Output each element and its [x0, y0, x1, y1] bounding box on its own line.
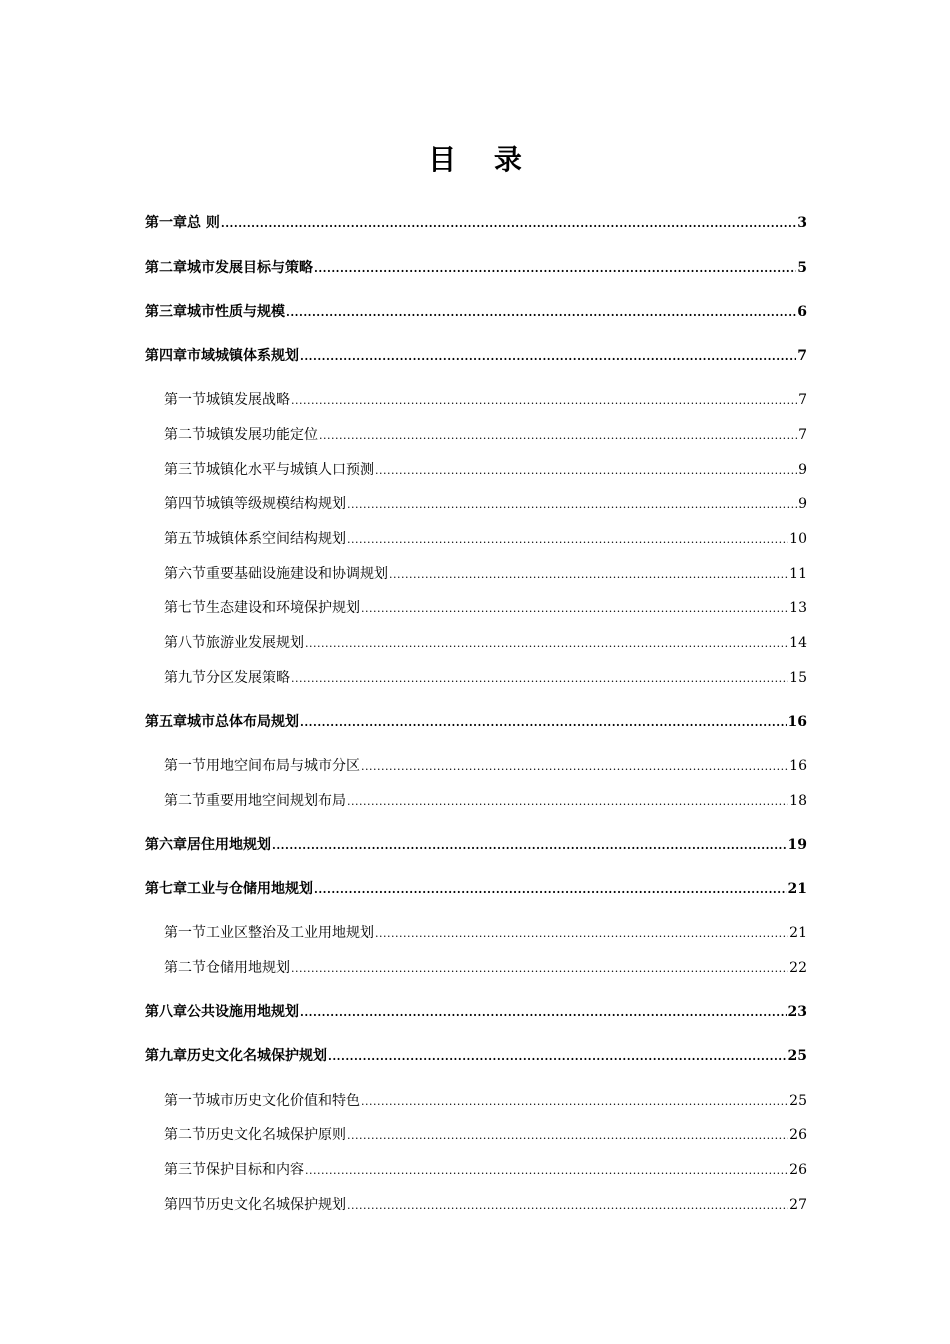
- toc-page-number: 16: [789, 758, 807, 774]
- toc-dot-leader: [347, 795, 788, 808]
- toc-entry-title: 分区发展策略: [206, 670, 290, 686]
- toc-page-number: 21: [789, 925, 807, 941]
- toc-page-number: 26: [789, 1162, 807, 1178]
- toc-section-entry[interactable]: [164, 1159, 807, 1181]
- toc-entry-title: 用地空间布局与城市分区: [206, 758, 360, 774]
- toc-entry-title: 城镇等级规模结构规划: [206, 496, 346, 512]
- toc-dot-leader: [291, 962, 788, 975]
- toc-section-entry[interactable]: [164, 790, 807, 812]
- toc-entry-title: 城镇体系空间结构规划: [206, 531, 346, 547]
- toc-dot-leader: [375, 464, 797, 477]
- toc-section-entry[interactable]: [164, 493, 807, 515]
- toc-entry-number: 第四节: [164, 1197, 206, 1213]
- toc-chapter-entry[interactable]: [145, 878, 807, 900]
- toc-page-number: 6: [797, 304, 807, 320]
- toc-dot-leader: [291, 394, 797, 407]
- toc-page-number: 7: [798, 427, 807, 443]
- toc-entry-title: 城镇发展战略: [206, 392, 290, 408]
- toc-page-number: 27: [789, 1197, 807, 1213]
- toc-dot-leader: [221, 217, 796, 230]
- toc-entry-title: 城镇化水平与城镇人口预测: [206, 462, 374, 478]
- toc-dot-leader: [314, 883, 787, 896]
- toc-entry-title: 重要用地空间规划布局: [206, 793, 346, 809]
- toc-entry-title: 历史文化名城保护规划: [206, 1197, 346, 1213]
- toc-dot-leader: [347, 533, 788, 546]
- toc-entry-number: 第六节: [164, 566, 206, 582]
- toc-chapter-entry[interactable]: [145, 212, 807, 234]
- toc-dot-leader: [347, 1129, 788, 1142]
- toc-page-number: 7: [797, 348, 807, 364]
- toc-entry-number: 第九章: [145, 1048, 187, 1064]
- toc-section-entry[interactable]: [164, 1124, 807, 1146]
- toc-section-entry[interactable]: [164, 1090, 807, 1112]
- toc-entry-number: 第一章: [145, 215, 187, 231]
- toc-entry-number: 第二节: [164, 960, 206, 976]
- toc-entry-title: 城市总体布局规划: [187, 714, 299, 730]
- toc-section-entry[interactable]: [164, 1194, 807, 1216]
- toc-page-number: 13: [789, 600, 807, 616]
- toc-entry-title: 居住用地规划: [187, 837, 271, 853]
- toc-section-entry[interactable]: [164, 667, 807, 689]
- toc-entry-number: 第六章: [145, 837, 187, 853]
- toc-section-entry[interactable]: [164, 597, 807, 619]
- toc-entry-title: 市域城镇体系规划: [187, 348, 299, 364]
- toc-dot-leader: [305, 637, 788, 650]
- toc-page-number: 7: [798, 392, 807, 408]
- toc-dot-leader: [328, 1050, 787, 1063]
- toc-chapter-entry[interactable]: [145, 711, 807, 733]
- toc-page-number: 9: [798, 462, 807, 478]
- toc-entry-number: 第三节: [164, 1162, 206, 1178]
- toc-entry-title: 保护目标和内容: [206, 1162, 304, 1178]
- toc-entry-title: 仓储用地规划: [206, 960, 290, 976]
- toc-entry-title: 城镇发展功能定位: [206, 427, 318, 443]
- toc-dot-leader: [291, 672, 788, 685]
- toc-page-number: 9: [798, 496, 807, 512]
- toc-entry-title: 公共设施用地规划: [187, 1004, 299, 1020]
- toc-page-number: 14: [789, 635, 807, 651]
- toc-entry-number: 第二节: [164, 1127, 206, 1143]
- toc-entry-number: 第二节: [164, 793, 206, 809]
- toc-page-number: 11: [789, 566, 807, 582]
- toc-page-number: 16: [787, 714, 807, 730]
- toc-entry-number: 第三节: [164, 462, 206, 478]
- toc-entry-number: 第五章: [145, 714, 187, 730]
- toc-entry-number: 第七节: [164, 600, 206, 616]
- toc-dot-leader: [319, 429, 797, 442]
- toc-entry-title: 总 则: [187, 215, 220, 231]
- toc-section-entry[interactable]: [164, 389, 807, 411]
- toc-entry-number: 第一节: [164, 758, 206, 774]
- toc-dot-leader: [389, 568, 788, 581]
- toc-chapter-entry[interactable]: [145, 345, 807, 367]
- toc-entry-title: 城市发展目标与策略: [187, 260, 313, 276]
- toc-page-number: 22: [789, 960, 807, 976]
- toc-dot-leader: [300, 350, 796, 363]
- toc-section-entry[interactable]: [164, 424, 807, 446]
- toc-chapter-entry[interactable]: [145, 1001, 807, 1023]
- toc-dot-leader: [272, 839, 787, 852]
- toc-section-entry[interactable]: [164, 922, 807, 944]
- toc-dot-leader: [347, 1199, 788, 1212]
- toc-dot-leader: [305, 1164, 788, 1177]
- toc-dot-leader: [314, 262, 796, 275]
- toc-dot-leader: [361, 602, 788, 615]
- toc-entry-title: 旅游业发展规划: [206, 635, 304, 651]
- toc-section-entry[interactable]: [164, 755, 807, 777]
- toc-entry-number: 第八节: [164, 635, 206, 651]
- toc-entry-title: 城市历史文化价值和特色: [206, 1093, 360, 1109]
- toc-page-number: 21: [787, 881, 807, 897]
- toc-section-entry[interactable]: [164, 459, 807, 481]
- toc-dot-leader: [361, 760, 788, 773]
- toc-chapter-entry[interactable]: [145, 1045, 807, 1067]
- toc-entry-title: 历史文化名城保护原则: [206, 1127, 346, 1143]
- toc-entry-title: 历史文化名城保护规划: [187, 1048, 327, 1064]
- toc-section-entry[interactable]: [164, 632, 807, 654]
- toc-entry-title: 工业区整治及工业用地规划: [206, 925, 374, 941]
- toc-dot-leader: [375, 927, 788, 940]
- toc-chapter-entry[interactable]: [145, 301, 807, 323]
- toc-entry-number: 第七章: [145, 881, 187, 897]
- toc-page-number: 23: [787, 1004, 807, 1020]
- toc-chapter-entry[interactable]: [145, 257, 807, 279]
- toc-dot-leader: [300, 1006, 787, 1019]
- toc-entry-title: 生态建设和环境保护规划: [206, 600, 360, 616]
- toc-page-number: 18: [789, 793, 807, 809]
- toc-entry-number: 第三章: [145, 304, 187, 320]
- toc-entry-number: 第一节: [164, 925, 206, 941]
- toc-entry-number: 第四章: [145, 348, 187, 364]
- toc-dot-leader: [361, 1095, 788, 1108]
- toc-entry-number: 第五节: [164, 531, 206, 547]
- toc-page-number: 26: [789, 1127, 807, 1143]
- toc-page-number: 25: [789, 1093, 807, 1109]
- toc-page-number: 25: [787, 1048, 807, 1064]
- toc-page-number: 10: [789, 531, 807, 547]
- toc-section-entry[interactable]: [164, 528, 807, 550]
- toc-page-number: 15: [789, 670, 807, 686]
- toc-page-number: 5: [797, 260, 807, 276]
- toc-dot-leader: [286, 306, 796, 319]
- toc-entry-number: 第一节: [164, 392, 206, 408]
- toc-entry-number: 第四节: [164, 496, 206, 512]
- page-title: 目 录: [428, 143, 536, 176]
- toc-section-entry[interactable]: [164, 957, 807, 979]
- toc-dot-leader: [347, 498, 797, 511]
- toc-entry-number: 第二章: [145, 260, 187, 276]
- toc-entry-number: 第二节: [164, 427, 206, 443]
- toc-entry-number: 第八章: [145, 1004, 187, 1020]
- toc-entry-number: 第一节: [164, 1093, 206, 1109]
- toc-page-number: 3: [797, 215, 807, 231]
- toc-entry-title: 重要基础设施建设和协调规划: [206, 566, 388, 582]
- toc-section-entry[interactable]: [164, 563, 807, 585]
- toc-entry-title: 城市性质与规模: [187, 304, 285, 320]
- toc-entry-title: 工业与仓储用地规划: [187, 881, 313, 897]
- toc-page-number: 19: [787, 837, 807, 853]
- toc-dot-leader: [300, 716, 787, 729]
- toc-chapter-entry[interactable]: [145, 834, 807, 856]
- toc-entry-number: 第九节: [164, 670, 206, 686]
